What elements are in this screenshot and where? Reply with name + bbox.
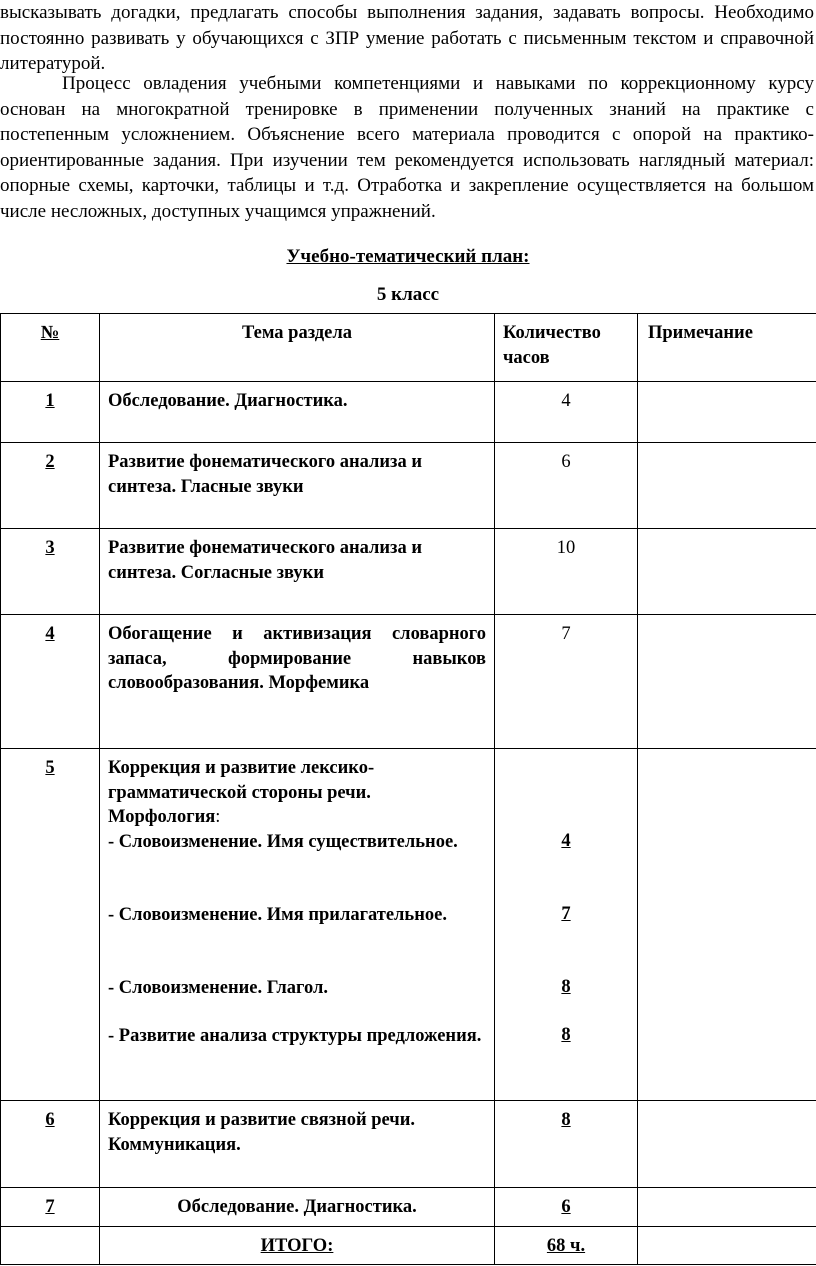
- table-row: [1, 443, 816, 529]
- total-label: ИТОГО:: [260, 1236, 334, 1256]
- row-note: [638, 615, 816, 749]
- header-note: Примечание: [638, 314, 816, 382]
- table-header-row: [1, 314, 816, 382]
- row-topic: Развитие фонематического анализа и синтеза. Согласные звуки: [108, 538, 423, 583]
- total-note-cell: [638, 1227, 816, 1265]
- row-topic-morphology: Морфология: [108, 807, 216, 827]
- table-row: [1, 1101, 816, 1188]
- row-note: [638, 1188, 816, 1227]
- row-topic: Обследование. Диагностика.: [177, 1197, 417, 1217]
- row-number: 2: [45, 452, 55, 472]
- row-note: [638, 443, 816, 529]
- table-row: [1, 615, 816, 749]
- row-hours: 10: [556, 538, 576, 558]
- row-number: 6: [45, 1110, 55, 1130]
- row-number: 1: [45, 391, 55, 411]
- subtopic-hours: 7: [561, 904, 571, 924]
- row-topic: Коррекция и развитие связной речи. Коммуникация.: [108, 1110, 415, 1155]
- row-hours: 6: [561, 1197, 571, 1217]
- total-num-cell: [1, 1227, 100, 1265]
- table-row: [1, 1188, 816, 1227]
- plan-title: Учебно-тематический план:: [286, 246, 530, 267]
- plan-grade: 5 класс: [376, 284, 440, 305]
- row-topic-colon: :: [215, 807, 221, 827]
- row-number: 3: [45, 538, 55, 558]
- header-hours: Количество часов: [495, 314, 638, 382]
- subtopic-hours: 4: [561, 831, 571, 851]
- row-hours: 8: [561, 1110, 571, 1130]
- thematic-plan-table: [0, 313, 816, 1265]
- table-row: [1, 749, 816, 1101]
- row-topic: Развитие фонематического анализа и синтеза. Гласные звуки: [108, 452, 423, 497]
- header-num: №: [1, 314, 100, 382]
- row-note: [638, 1101, 816, 1188]
- table-row: [1, 382, 816, 443]
- row-topic: Обследование. Диагностика.: [108, 391, 348, 411]
- row-note: [638, 749, 816, 1101]
- row-number: 4: [45, 624, 55, 644]
- row-number: 5: [45, 758, 55, 778]
- header-topic: Тема раздела: [100, 314, 495, 382]
- row-hours: 7: [561, 624, 571, 644]
- subtopic: - Словоизменение. Глагол.: [108, 977, 328, 998]
- table-row: [1, 529, 816, 615]
- row-note: [638, 529, 816, 615]
- row-hours: 6: [561, 452, 571, 472]
- row-topic: [100, 749, 495, 1101]
- paragraph-continuation: высказывать догадки, предлагать способы выполнения задания, задавать вопросы. Необходимо постоянно развивать у обучающихся с ЗПР умение работать с письменным текстом и справочной литературой.: [0, 2, 814, 74]
- row-note: [638, 382, 816, 443]
- row-topic: Обогащение и активизация словарного запаса, формирование навыков словообразования. Морфемика: [108, 624, 486, 693]
- row-hours: 4: [561, 391, 571, 411]
- subtopic: - Словоизменение. Имя прилагательное.: [108, 904, 447, 925]
- table-total-row: [1, 1227, 816, 1265]
- subtopic: - Развитие анализа структуры предложения.: [108, 1025, 482, 1046]
- row-number: 7: [45, 1197, 55, 1217]
- total-hours: 68 ч.: [546, 1236, 586, 1256]
- subtopic-hours: 8: [561, 1025, 571, 1045]
- subtopic: - Словоизменение. Имя существительное.: [108, 831, 458, 852]
- paragraph-method: Процесс овладения учебными компетенциями и навыками по коррекционному курсу основан на многократной тренировке в применении полученных знаний на практике с постепенным усложнением. Объяснение всего материала проводится с опорой на практико-ориентированные задания. При изучении тем рекомендуется использовать наглядный материал: опорные схемы, карточки, таблицы и т.д. Отработка и закрепление осуществляется на большом числе несложных, доступных учащимся упражнений.: [0, 73, 814, 222]
- subtopic-hours: 8: [561, 977, 571, 997]
- row-topic-head: Коррекция и развитие лексико-грамматической стороны речи.: [108, 758, 375, 803]
